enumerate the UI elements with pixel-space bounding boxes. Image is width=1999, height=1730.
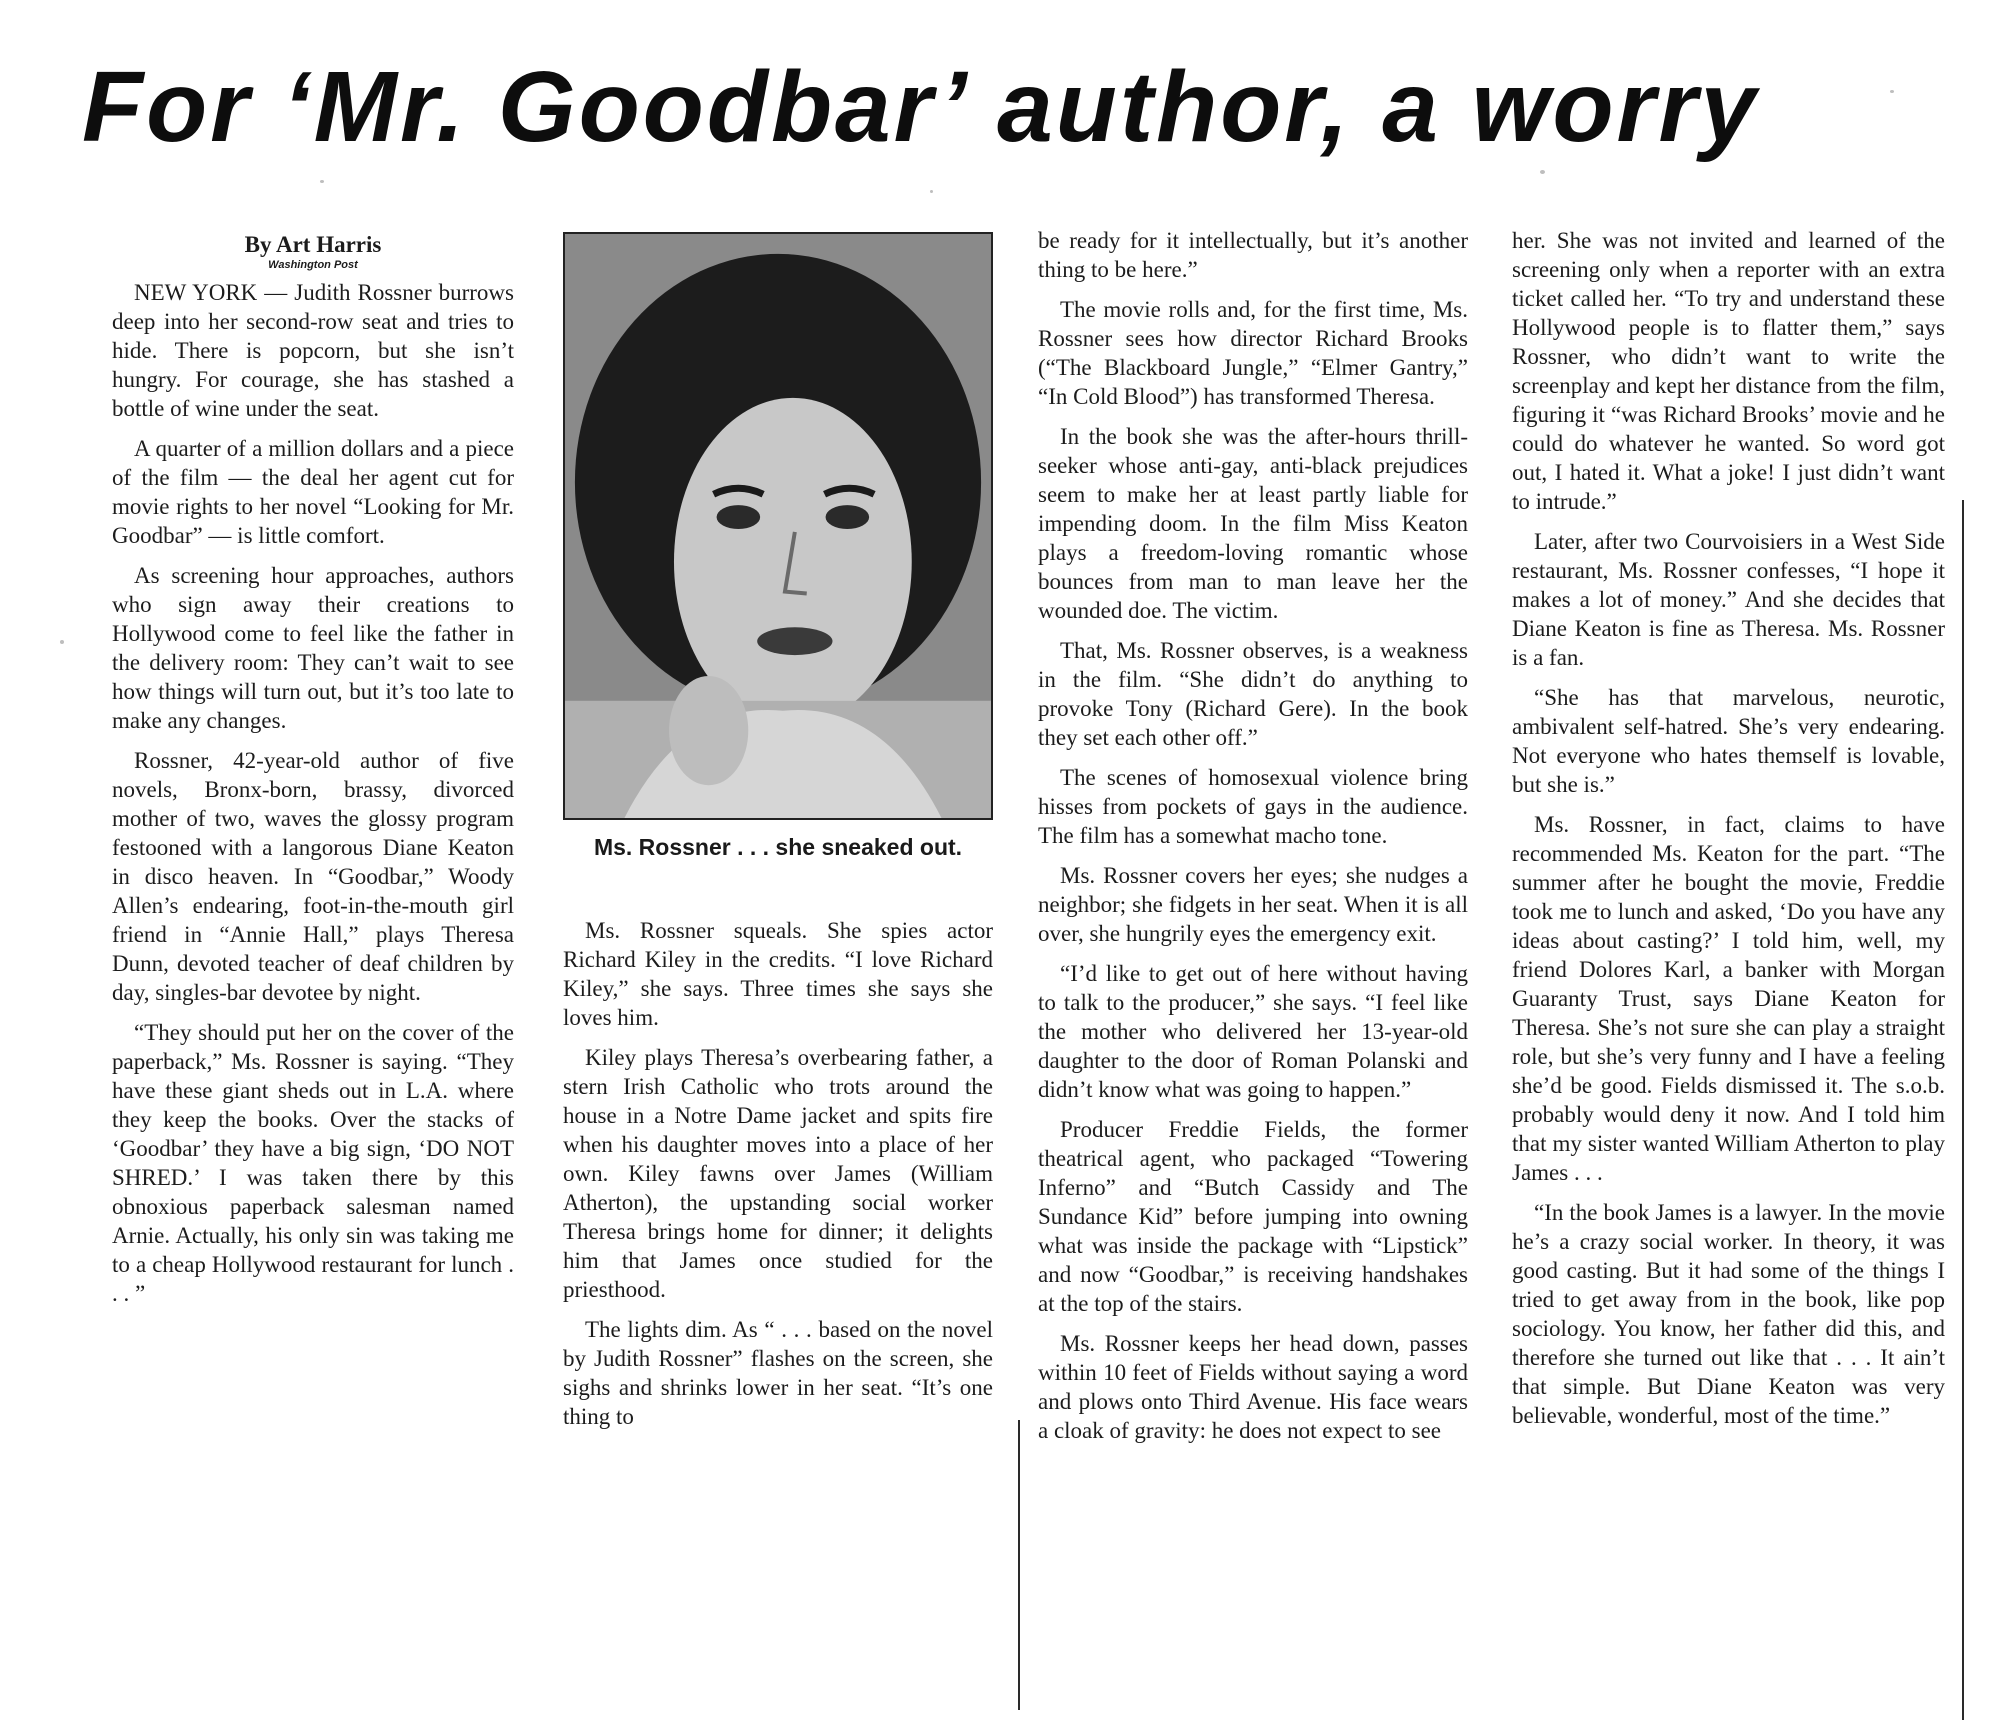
paragraph: be ready for it intellectually, but it’s another thing to be here.”	[1038, 228, 1468, 282]
paragraph: Ms. Rossner, in fact, claims to have recommended Ms. Keaton for the part. “The summer after he bought the movie, Freddie took me to lunch and asked, ‘Do you have any ideas about casting?’ I told him, well, my friend Dolores Karl, a banker with Morgan Guaranty Trust, says Diane Keaton for Theresa. She’s not sure she can play a straight role, but she’s very funny and I have a feeling she’d be good. Fields dismissed it. The s.o.b. probably would deny it now. And I told him that my sister wanted William Atherton to play James . . .	[1512, 812, 1945, 1185]
paragraph: “In the book James is a lawyer. In the movie he’s a crazy social worker. In theory, it was good casting. But it had some of the things I tried to get away from in the book, like pop sociology. You know, her father did this, and therefore she turned out like that . . . It ain’t that simple. But Diane Keaton was very believable, wonderful, most of the time.”	[1512, 1200, 1945, 1428]
column-rule	[1018, 1420, 1020, 1710]
paragraph: In the book she was the after-hours thrill-seeker whose anti-gay, anti-black prejudices seem to make her at least partly liable for impending doom. In the film Miss Keaton plays a freedom-loving romantic whose bounces from man to man leave her the wounded doe. The victim.	[1038, 424, 1468, 623]
paragraph: Ms. Rossner covers her eyes; she nudges a neighbor; she fidgets in her seat. When it is all over, she hungrily eyes the emergency exit.	[1038, 863, 1468, 946]
article-column-1	[112, 232, 514, 1319]
print-speck	[320, 180, 324, 183]
paragraph: The movie rolls and, for the first time, Ms. Rossner sees how director Richard Brooks (“The Blackboard Jungle,” “Elmer Gantry,” “In Cold Blood”) has transformed Theresa.	[1038, 297, 1468, 409]
byline-author: By Art Harris	[244, 232, 382, 257]
article-column-3	[1038, 226, 1468, 1456]
paragraph-text: Judith Rossner burrows deep into her second-row seat and tries to hide. There is popcorn, but she isn’t hungry. For courage, she has stashed a bottle of wine under the seat.	[112, 280, 514, 421]
paragraph: Kiley plays Theresa’s overbearing father, a stern Irish Catholic who trots around the house in a Notre Dame jacket and spits fire when his daughter moves into a place of her own. Kiley fawns over James (William Atherton), the upstanding social worker Theresa brings home for dinner; it delights him that James once studied for the priesthood.	[563, 1045, 993, 1302]
photo-caption: Ms. Rossner . . . she sneaked out.	[593, 834, 963, 860]
paragraph: Ms. Rossner keeps her head down, passes within 10 feet of Fields without saying a word and plows onto Third Avenue. His face wears a cloak of gravity: he does not expect to see	[1038, 1331, 1468, 1443]
paragraph: Rossner, 42-year-old author of five novels, Bronx-born, brassy, divorced mother of two, waves the glossy program festooned with a langorous Diane Keaton in disco heaven. In “Goodbar,” Woody Allen’s endearing, foot-in-the-mouth girl friend in “Annie Hall,” plays Theresa Dunn, devoted teacher of deaf children by day, singles-bar devotee by night.	[112, 748, 514, 1005]
paragraph: Later, after two Courvoisiers in a West Side restaurant, Ms. Rossner confesses, “I hope it makes a lot of money.” And she decides that Diane Keaton is fine as Theresa. Ms. Rossner is a fan.	[1512, 529, 1945, 670]
paragraph: Producer Freddie Fields, the former theatrical agent, who packaged “Towering Inferno” and “Butch Cassidy and The Sundance Kid” before jumping into owning what was inside the package with “Lipstick” and now “Goodbar,” is receiving handshakes at the top of the stairs.	[1038, 1117, 1468, 1316]
paragraph: her. She was not invited and learned of the screening only when a reporter with an extra ticket called her. “To try and understand these Hollywood people is to flatter them,” says Rossner, who didn’t want to write the screenplay and kept her distance from the film, figuring it “was Richard Brooks’ movie and he could do whatever he wanted. So word got out, I hated it. What a joke! I just didn’t want to intrude.”	[1512, 228, 1946, 514]
paragraph: As screening hour approaches, authors who sign away their creations to Hollywood come to feel like the father in the delivery room: They can’t wait to see how things will turn out, but it’s too late to make any changes.	[112, 563, 514, 733]
portrait-image	[565, 234, 991, 818]
column-rule	[1962, 500, 1964, 1720]
paragraph: A quarter of a million dollars and a piece of the film — the deal her agent cut for movie rights to her novel “Looking for Mr. Goodbar” — is little comfort.	[112, 436, 514, 548]
dateline: NEW YORK —	[134, 280, 295, 305]
print-speck	[1890, 90, 1894, 93]
byline-source: Washington Post	[268, 259, 358, 271]
paragraph: That, Ms. Rossner observes, is a weakness in the film. “She didn’t do anything to provoke Tony (Richard Gere). In the book they set each other off.”	[1038, 638, 1468, 750]
print-speck	[60, 640, 64, 644]
paragraph: The scenes of homosexual violence bring hisses from pockets of gays in the audience. The film has a somewhat macho tone.	[1038, 765, 1468, 848]
print-speck	[930, 190, 933, 193]
article-column-4	[1512, 226, 1945, 1441]
paragraph: Ms. Rossner squeals. She spies actor Richard Kiley in the credits. “I love Richard Kiley,” she says. Three times she says she loves him.	[563, 918, 993, 1030]
paragraph: The lights dim. As “ . . . based on the novel by Judith Rossner” flashes on the screen, she sighs and shrinks lower in her seat. “It’s one thing to	[563, 1317, 993, 1429]
paragraph	[112, 278, 514, 423]
author-photo	[563, 232, 993, 820]
paragraph: “She has that marvelous, neurotic, ambivalent self-hatred. She’s very endearing. Not everyone who hates themself is lovable, but she is.”	[1512, 685, 1945, 797]
headline: For ‘Mr. Goodbar’ author, a worry	[82, 51, 1759, 163]
paragraph: “I’d like to get out of here without having to talk to the producer,” she says. “I feel like the mother who delivered her 13-year-old daughter to the door of Roman Polanski and didn’t know what was going to happen.”	[1038, 961, 1468, 1102]
article-column-2	[563, 916, 993, 1442]
paragraph: “They should put her on the cover of the paperback,” Ms. Rossner is saying. “They have these giant sheds out in L.A. where they keep the books. Over the stacks of ‘Goodbar’ they have a big sign, ‘DO NOT SHRED.’ I was taken there by this obnoxious paperback salesman named Arnie. Actually, his only sin was taking me to a cheap Hollywood restaurant for lunch . . . ”	[112, 1020, 514, 1306]
print-speck	[1540, 170, 1545, 174]
